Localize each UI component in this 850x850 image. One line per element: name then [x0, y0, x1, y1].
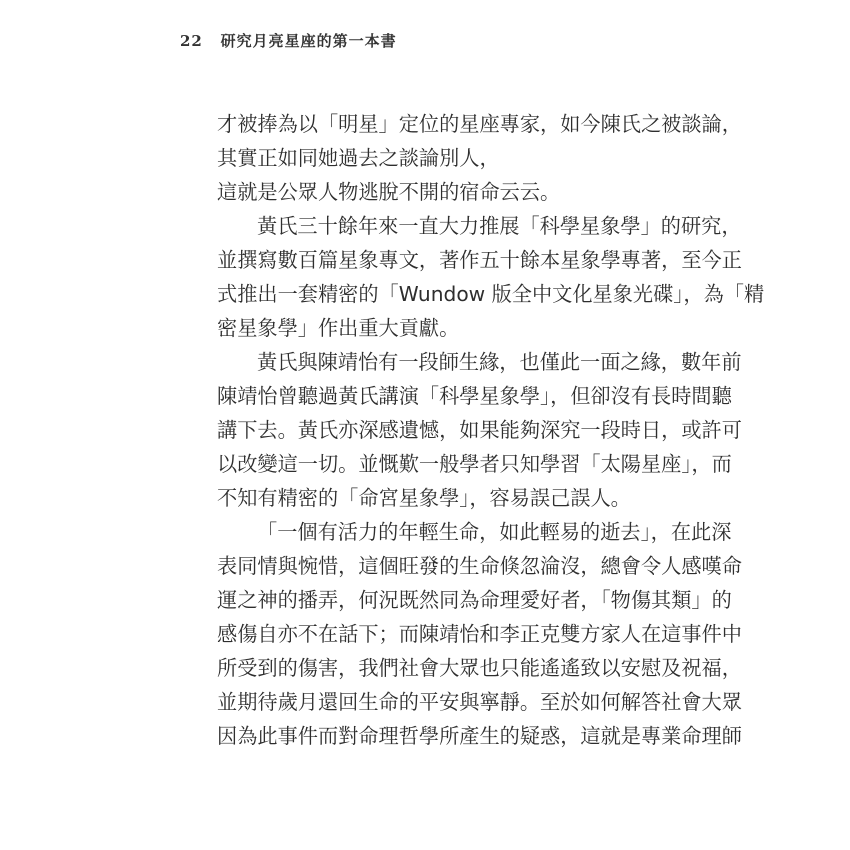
text-line: 不知有精密的「命宮星象學」，容易誤己誤人。: [217, 486, 631, 510]
body-text: [217, 107, 765, 753]
text-line: 密星象學」作出重大貢獻。: [217, 316, 460, 340]
text-line: 因為此事件而對命理哲學所產生的疑惑，這就是專業命理師: [217, 724, 742, 748]
text-line: 感傷自亦不在話下；而陳靖怡和李正克雙方家人在這事件中: [217, 622, 742, 646]
paragraph-start-line: 「一個有活力的年輕生命，如此輕易的逝去」，在此深: [257, 520, 732, 544]
text-line: 陳靖怡曾聽過黃氏講演「科學星象學」，但卻沒有長時間聽: [217, 384, 732, 408]
text-line: 講下去。黃氏亦深感遺憾，如果能夠深究一段時日，或許可: [217, 418, 742, 442]
text-line: 以改變這一切。並慨歎一般學者只知學習「太陽星座」，而: [217, 452, 732, 476]
text-line: 並期待歲月還回生命的平安與寧靜。至於如何解答社會大眾: [217, 690, 742, 714]
paragraph-start-line: 黃氏三十餘年來一直大力推展「科學星象學」的研究，: [257, 214, 742, 238]
text-line: 其實正如同她過去之談論別人，: [217, 146, 500, 170]
text-line: 式推出一套精密的「Wundow 版全中文化星象光碟」，為「精: [217, 282, 765, 306]
text-line: 才被捧為以「明星」定位的星座專家，如今陳氏之被談論，: [217, 112, 742, 136]
text-line: 運之神的播弄，何況既然同為命理愛好者，「物傷其類」的: [217, 588, 732, 612]
text-line: 並撰寫數百篇星象專文，著作五十餘本星象學專著，至今正: [217, 248, 742, 272]
text-line: 這就是公眾人物逃脫不開的宿命云云。: [217, 180, 561, 204]
text-line: 所受到的傷害，我們社會大眾也只能遙遙致以安慰及祝福，: [217, 656, 742, 680]
text-line: 表同情與惋惜，這個旺發的生命倏忽淪沒，總會令人感嘆命: [217, 554, 742, 578]
paragraph-start-line: 黃氏與陳靖怡有一段師生緣，也僅此一面之緣，數年前: [257, 350, 742, 374]
page-number: 22: [180, 32, 203, 50]
page-header: [180, 30, 397, 51]
running-title: 研究月亮星座的第一本書: [220, 32, 397, 50]
